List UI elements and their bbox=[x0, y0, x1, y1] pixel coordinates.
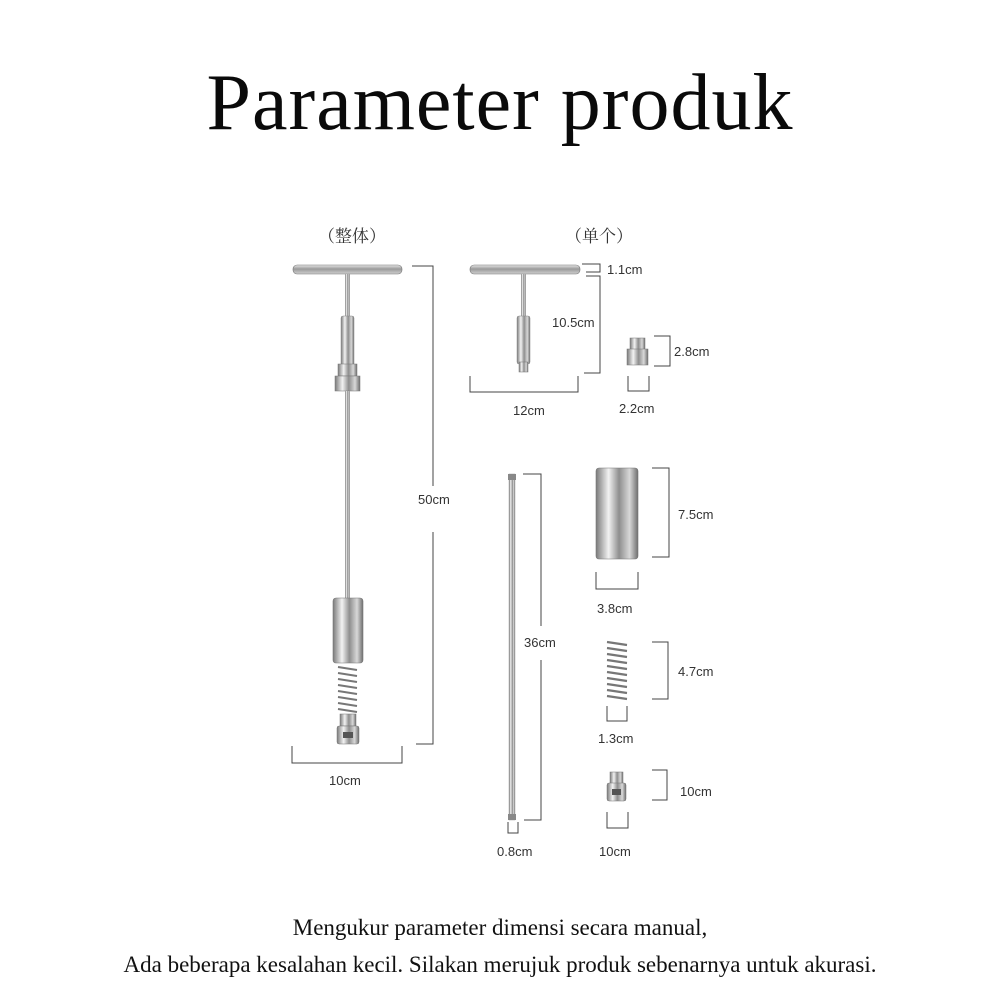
slide-weight-part bbox=[596, 468, 638, 559]
spring-dimension-lines bbox=[607, 642, 668, 721]
footer-line-2: Ada beberapa kesalahan kecil. Silakan merujuk produk sebenarnya untuk akurasi. bbox=[123, 952, 877, 977]
tip-width-label: 10cm bbox=[599, 844, 631, 859]
section-label-whole: （整体） bbox=[318, 227, 386, 247]
thandle-height-label: 1.1cm bbox=[607, 262, 643, 277]
whole-width-label: 10cm bbox=[329, 773, 361, 788]
thandle-width-label: 12cm bbox=[513, 403, 545, 418]
slide-rod-part bbox=[508, 474, 516, 820]
whole-height-label: 50cm bbox=[418, 492, 450, 507]
whole-dimension-lines bbox=[292, 266, 433, 763]
nut-width-label: 2.2cm bbox=[619, 401, 655, 416]
footer-line-1: Mengukur parameter dimensi secara manual, bbox=[292, 915, 708, 940]
spring-height-label: 4.7cm bbox=[678, 664, 714, 679]
nut-height-label: 2.8cm bbox=[674, 344, 710, 359]
page-title: Parameter produk bbox=[206, 59, 794, 147]
weight-width-label: 3.8cm bbox=[597, 601, 633, 616]
tip-part bbox=[607, 772, 626, 801]
section-label-single: （单个） bbox=[565, 227, 633, 247]
spring-part bbox=[607, 642, 627, 699]
rod-width-label: 0.8cm bbox=[497, 844, 533, 859]
nut-part bbox=[627, 338, 648, 365]
tip-height-label: 10cm bbox=[680, 784, 712, 799]
thandle-shaft-label: 10.5cm bbox=[552, 315, 595, 330]
weight-height-label: 7.5cm bbox=[678, 507, 714, 522]
rod-length-label: 36cm bbox=[524, 635, 556, 650]
whole-puller-assembly bbox=[293, 265, 402, 744]
spring-width-label: 1.3cm bbox=[598, 731, 634, 746]
